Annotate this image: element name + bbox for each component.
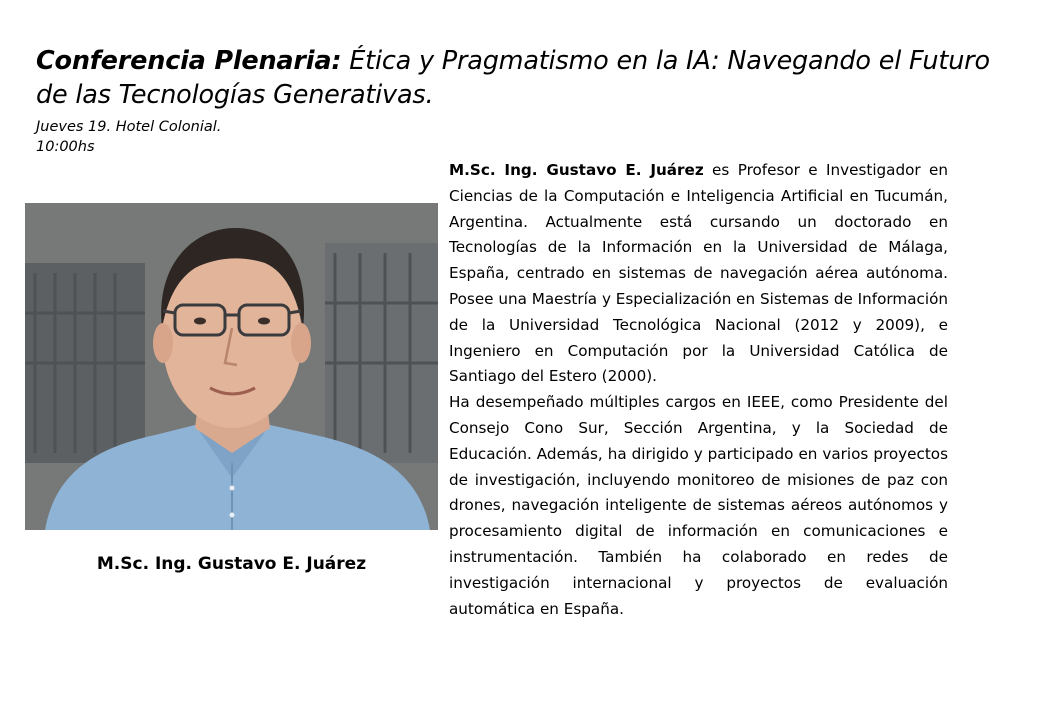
speaker-portrait-illustration xyxy=(25,203,438,530)
page-title xyxy=(36,44,1006,112)
title-text: Ética y Pragmatismo en la IA: Navegando el Futuro de las Tecnologías Generativas. xyxy=(36,46,990,110)
photo-caption: M.Sc. Ing. Gustavo E. Juárez xyxy=(96,554,367,574)
event-time: 10:00hs xyxy=(36,139,95,155)
title-lead: Conferencia Plenaria: xyxy=(36,46,342,76)
bio-paragraph-2: Ha desempeñado múltiples cargos en IEEE, como Presidente del Consejo Cono Sur, Sección Argentina, y la Sociedad de Educación. Además, ha dirigido y participado en varios proyectos de investigación, incluyendo monitoreo de misiones de paz con drones, navegación inteligente de sistemas aéreos autónomos y procesamiento digital de información en comunicaciones e instrumentación. También ha colaborado en redes de investigación internacional y proyectos de evaluación automática en España. xyxy=(449,393,948,618)
bio-paragraph-1-text: es Profesor e Investigador en Ciencias de la Computación e Inteligencia Artificial en Tucumán, Argentina. Actualmente está cursando un doctorado en Tecnologías de la Información en la Universidad de Málaga, España, centrado en sistemas de navegación aérea autónoma. Posee una Maestría y Especialización en Sistemas de Información de la Universidad Tecnológica Nacional (2012 y 2009), e Ingeniero en Computación por la Universidad Católica de Santiago del Estero (2000). xyxy=(449,161,949,386)
speaker-bio xyxy=(449,158,948,622)
bio-speaker-name: M.Sc. Ing. Gustavo E. Juárez xyxy=(449,161,704,179)
speaker-photo xyxy=(25,203,438,530)
event-date-place: Jueves 19. Hotel Colonial. xyxy=(36,119,222,135)
bio-paragraph-1 xyxy=(449,158,948,390)
